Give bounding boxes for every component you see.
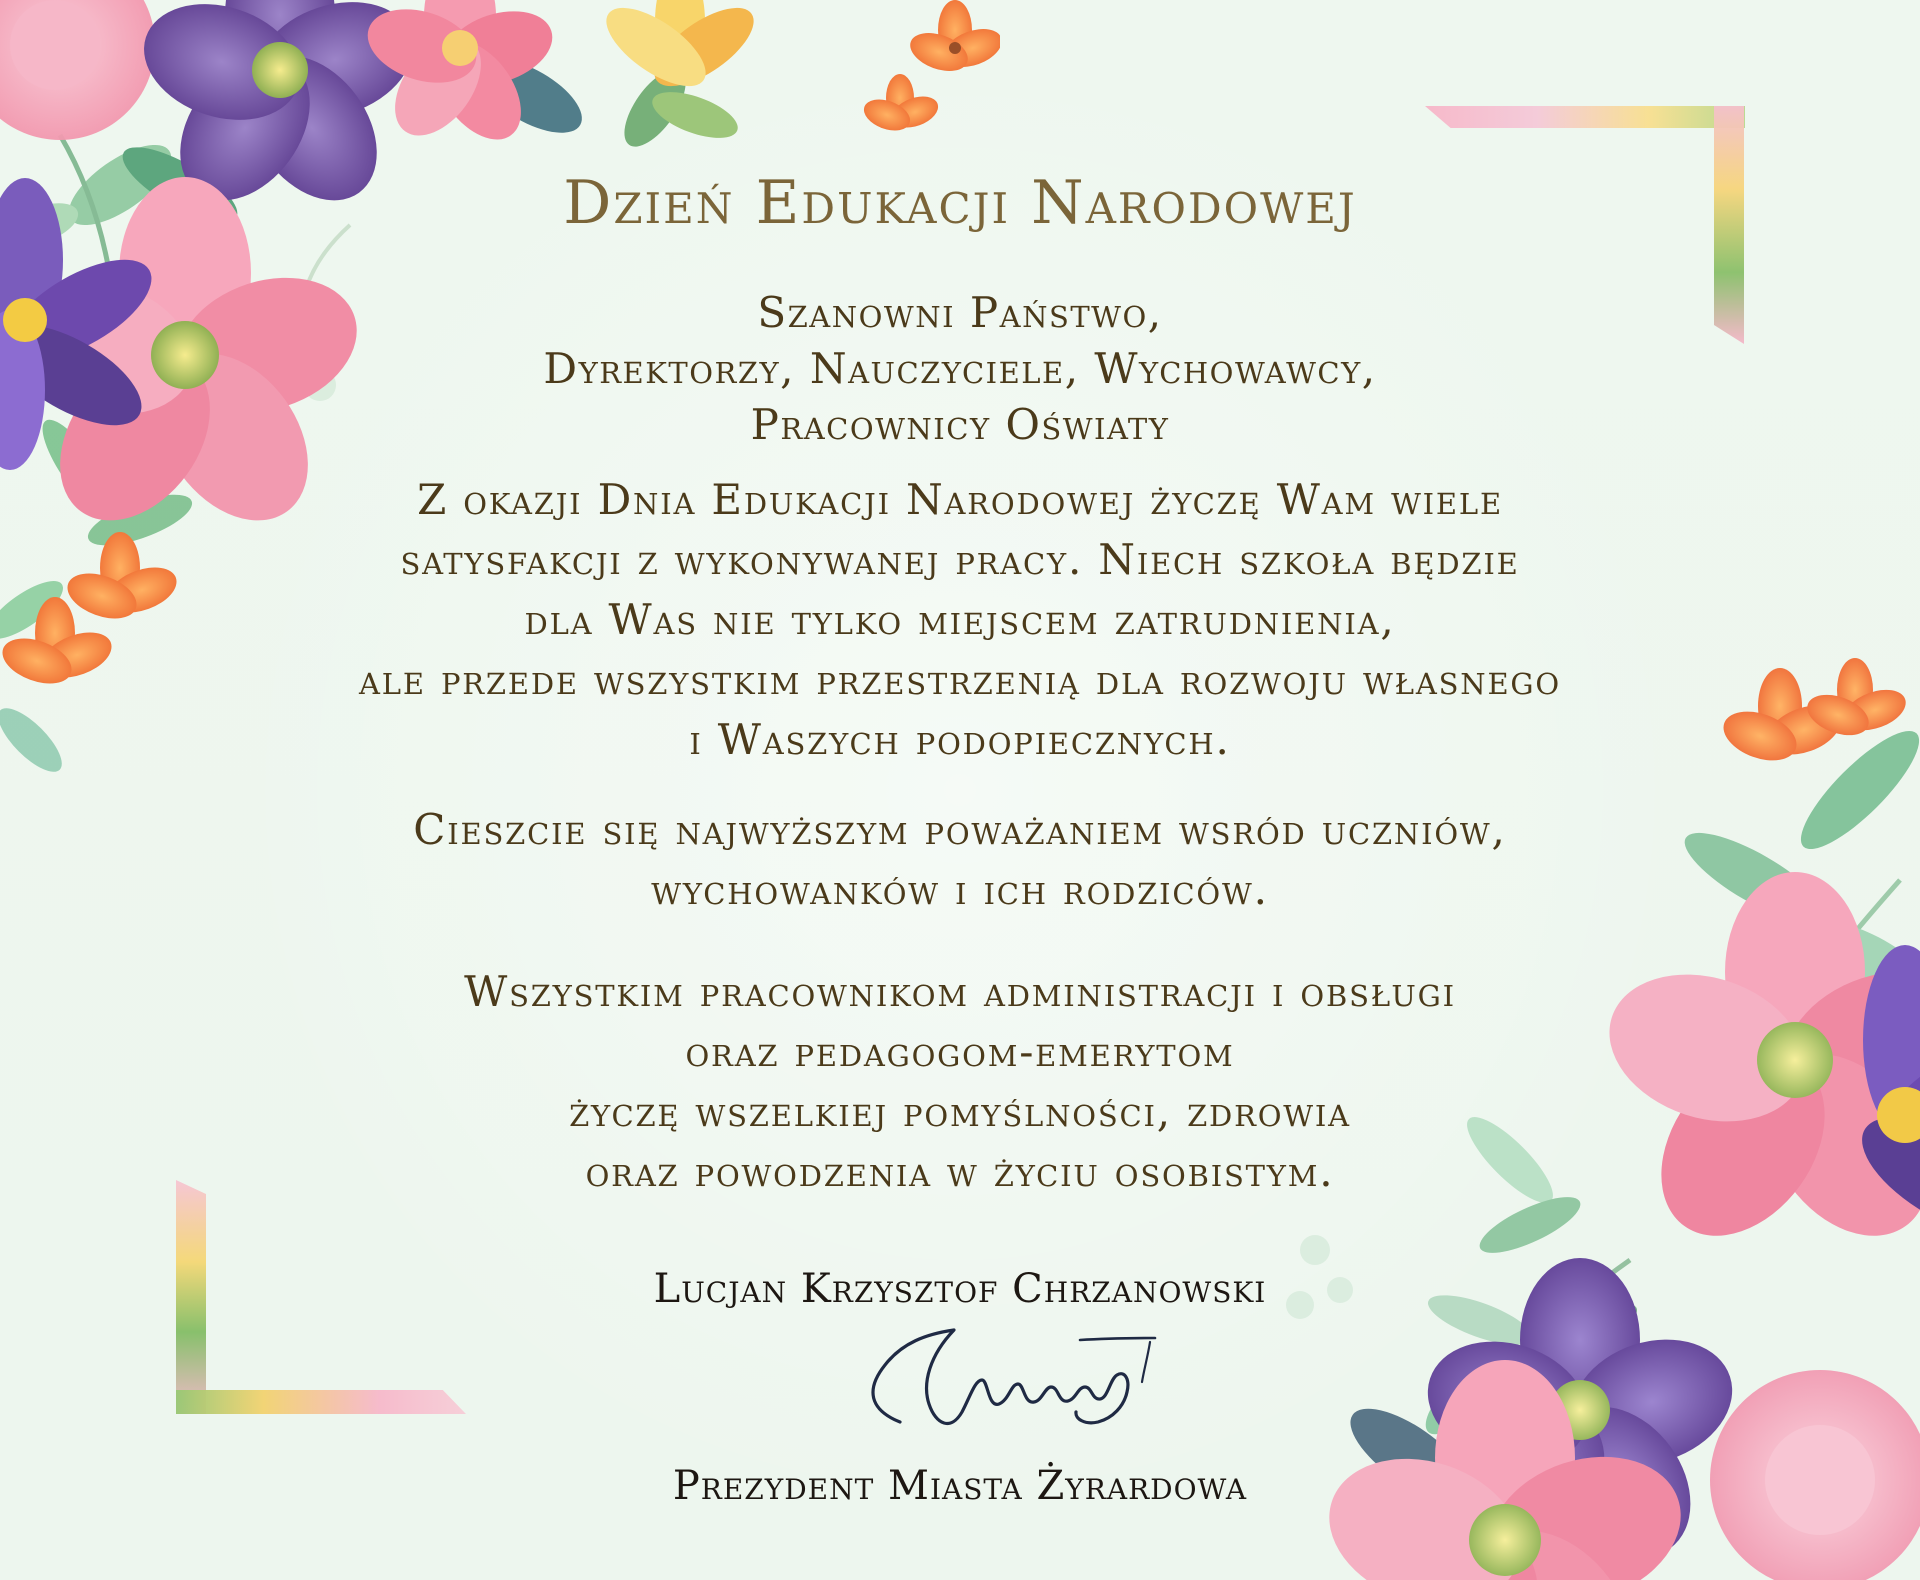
signatory-name: Lucjan Krzysztof Chrzanowski [653, 1266, 1267, 1312]
greeting-paragraph-2: Cieszcie się najwyższym poważaniem wsród uczniów, wychowanków i ich rodziców. [413, 805, 1507, 914]
greeting-paragraph-3: Wszystkim pracownikom administracji i obsługi oraz pedagogom-emerytom życzę wszelkiej pomyślności, zdrowia oraz powodzenia w życiu osobistym. [464, 967, 1456, 1196]
salutation-block [0, 285, 1920, 453]
document-title: Dzień Edukacji Narodowej [563, 168, 1357, 238]
greeting-paragraph-1: Z okazji Dnia Edukacji Narodowej życzę Wam wiele satysfakcji z wykonywanej pracy. Niech szkoła będzie dla Was nie tylko miejscem zatrudnienia, ale przede wszystkim przestrzenią dla rozwoju własnego i Waszych podopiecznych. [359, 475, 1561, 764]
signatory-role: Prezydent Miasta Żyrardowa [672, 1463, 1248, 1509]
handwritten-signature [830, 1320, 1160, 1455]
salutation-line: Dyrektorzy, Nauczyciele, Wychowawcy, [543, 344, 1377, 393]
salutation-line: Pracownicy Oświaty [750, 400, 1170, 449]
salutation-line: Szanowni Państwo, [757, 288, 1163, 337]
